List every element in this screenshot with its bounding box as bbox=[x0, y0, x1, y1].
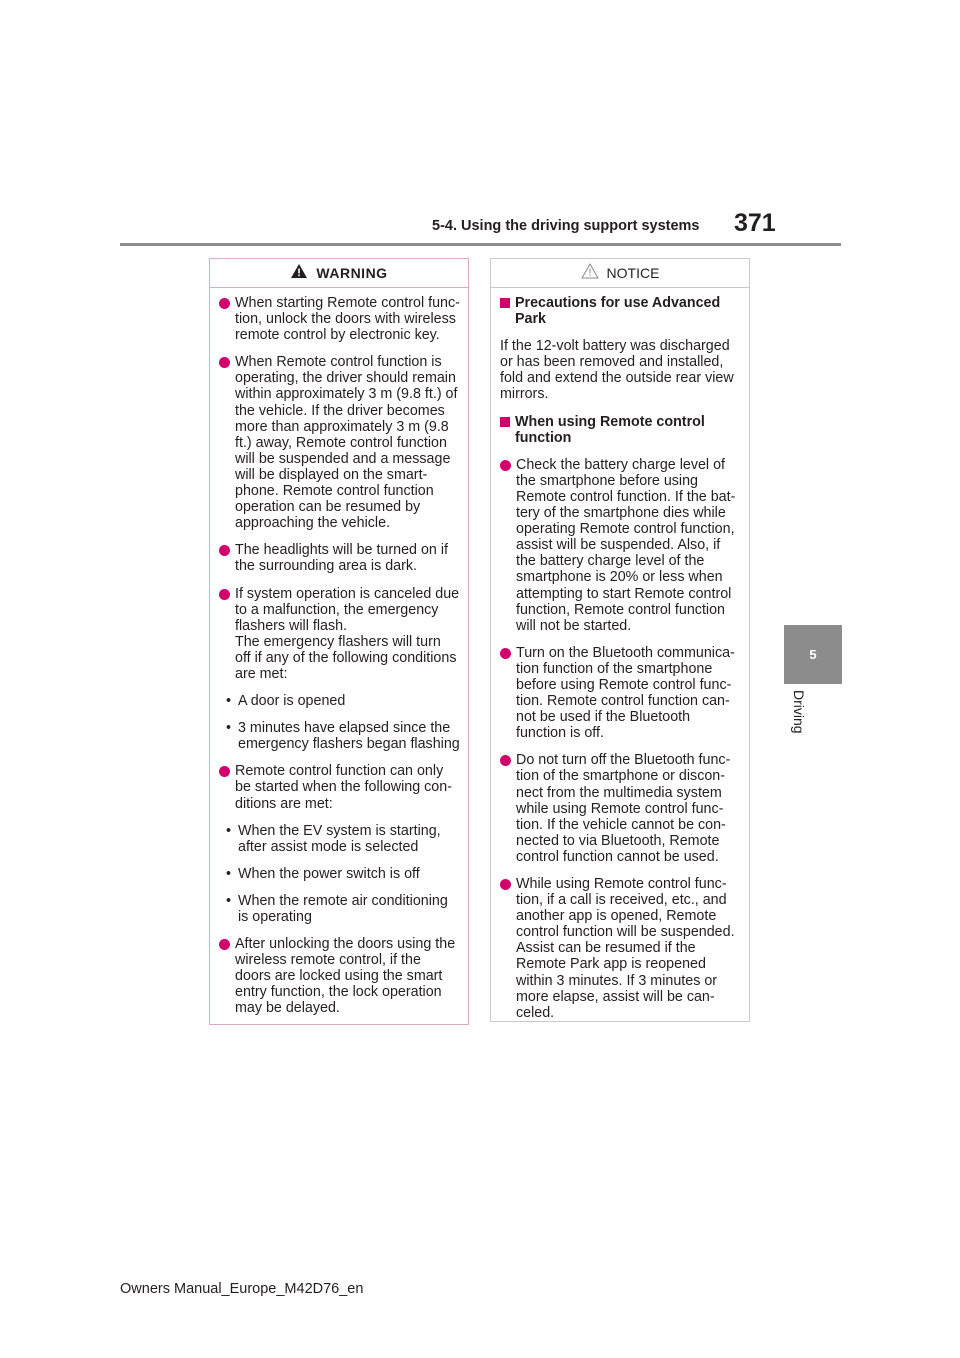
notice-header bbox=[491, 259, 749, 288]
page-number: 371 bbox=[734, 209, 776, 237]
bullet-item bbox=[219, 763, 460, 811]
paragraph: If the 12-volt battery was discharged or has been removed and installed, fold and extend the outside rear view mirrors. bbox=[500, 338, 734, 403]
square-bullet-icon bbox=[500, 298, 510, 308]
chapter-label: Driving bbox=[791, 690, 807, 734]
bullet-text-wrap bbox=[235, 354, 460, 531]
section-title: 5-4. Using the driving support systems bbox=[432, 218, 700, 234]
bullet-text-wrap bbox=[516, 457, 741, 634]
bullet-text: When Remote control function is operating, the driver should remain within approximately 3 m (9.8 ft.) of the vehicle. If the driver becomes more than approximately 3 m (9.8 ft.) away, Remote control function will be suspended and a message will be displayed on the smart-phone. Remote control function operation can be resumed by approaching the vehicle. bbox=[235, 354, 458, 532]
section-heading bbox=[500, 414, 741, 446]
sub-item-text: When the power switch is off bbox=[238, 865, 420, 882]
section-heading-text: Precautions for use Advanced Park bbox=[515, 295, 721, 328]
bullet-continuation: The emergency flashers will turn off if any of the following conditions are met: bbox=[235, 633, 457, 682]
bullet-text-wrap bbox=[235, 542, 460, 574]
bullet-item bbox=[219, 586, 460, 683]
bullet-text: After unlocking the doors using the wireless remote control, if the doors are locked using the smart entry function, the lock operation may be delayed. bbox=[235, 936, 456, 1017]
sub-list-item bbox=[219, 693, 460, 709]
sub-bullet-icon: • bbox=[225, 865, 231, 882]
bullet-item bbox=[500, 752, 741, 865]
bullet-dot-icon bbox=[219, 545, 230, 556]
notice-box bbox=[490, 258, 750, 1022]
bullet-text-wrap bbox=[235, 586, 460, 683]
sub-list-item bbox=[219, 893, 460, 925]
bullet-dot-icon bbox=[219, 589, 230, 600]
sub-item-text: 3 minutes have elapsed since the emergency flashers began flashing bbox=[238, 720, 460, 753]
section-heading bbox=[500, 295, 741, 327]
sub-bullet-icon: • bbox=[225, 822, 231, 839]
bullet-text: Remote control function can only be started when the following con-ditions are met: bbox=[235, 763, 452, 812]
bullet-text: Check the battery charge level of the smartphone before using Remote control function. If the bat-tery of the smartphone dies while operating Remote control function, assist will be suspended. Also, if the battery charge level of the smartphone is 20% or less when attempting to start Remote control function, Remote control function will not be started. bbox=[516, 456, 736, 634]
sub-bullet-icon: • bbox=[225, 720, 231, 737]
bullet-text: If system operation is canceled due to a malfunction, the emergency flashers will flash. bbox=[235, 585, 460, 634]
bullet-dot-icon bbox=[500, 460, 511, 471]
bullet-item bbox=[219, 295, 460, 343]
sub-item-text: A door is opened bbox=[238, 693, 346, 710]
bullet-text: Turn on the Bluetooth communica-tion function of the smartphone before using Remote control func-tion. Remote control function can-not be used if the Bluetooth function is off. bbox=[516, 644, 735, 742]
bullet-dot-icon bbox=[219, 298, 230, 309]
bullet-text: When starting Remote control func-tion, unlock the doors with wireless remote control by electronic key. bbox=[235, 295, 460, 344]
bullet-item bbox=[500, 457, 741, 634]
bullet-text: Do not turn off the Bluetooth func-tion of the smartphone or discon-nect from the multimedia system while using Remote control func-tion. If the vehicle cannot be con-nected to via Bluetooth, Remote control function cannot be used. bbox=[516, 752, 731, 865]
bullet-item bbox=[219, 936, 460, 1016]
bullet-dot-icon bbox=[219, 357, 230, 368]
section-heading-text: When using Remote control function bbox=[515, 413, 705, 446]
bullet-text-wrap bbox=[516, 645, 741, 742]
square-bullet-icon bbox=[500, 417, 510, 427]
notice-triangle-icon bbox=[581, 263, 599, 282]
warning-header bbox=[210, 259, 468, 288]
sub-bullet-icon: • bbox=[225, 892, 231, 909]
bullet-dot-icon bbox=[500, 879, 511, 890]
bullet-text-wrap bbox=[516, 876, 741, 1021]
bullet-text-wrap bbox=[516, 752, 741, 865]
header-rule bbox=[120, 243, 841, 246]
bullet-item bbox=[500, 645, 741, 742]
bullet-text: While using Remote control func-tion, if a call is received, etc., and another app is opened, Remote control function will be suspended. Assist can be resumed if the Remote Park app is reopened within 3 minutes. If 3 minutes or more elapse, assist will be can-celed. bbox=[516, 876, 735, 1021]
bullet-text-wrap bbox=[235, 936, 460, 1016]
sub-item-text: When the remote air conditioning is operating bbox=[238, 892, 448, 925]
bullet-dot-icon bbox=[500, 755, 511, 766]
warning-triangle-icon bbox=[290, 263, 308, 282]
bullet-text-wrap bbox=[235, 763, 460, 811]
bullet-dot-icon bbox=[500, 648, 511, 659]
sub-list-item bbox=[219, 720, 460, 752]
bullet-dot-icon bbox=[219, 766, 230, 777]
sub-list-item bbox=[219, 866, 460, 882]
bullet-text: The headlights will be turned on if the surrounding area is dark. bbox=[235, 542, 448, 575]
warning-box bbox=[209, 258, 469, 1025]
notice-body bbox=[491, 288, 749, 1021]
sub-bullet-icon: • bbox=[225, 693, 231, 710]
bullet-item bbox=[500, 876, 741, 1021]
bullet-dot-icon bbox=[219, 939, 230, 950]
bullet-item bbox=[219, 354, 460, 531]
footer-text: Owners Manual_Europe_M42D76_en bbox=[120, 1281, 364, 1297]
sub-item-text: When the EV system is starting, after assist mode is selected bbox=[238, 822, 441, 855]
bullet-item bbox=[219, 542, 460, 574]
chapter-number: 5 bbox=[809, 647, 817, 662]
chapter-tab bbox=[784, 625, 842, 684]
warning-body bbox=[210, 288, 468, 1017]
bullet-text-wrap bbox=[235, 295, 460, 343]
warning-title: WARNING bbox=[316, 264, 388, 281]
sub-list-item bbox=[219, 823, 460, 855]
notice-title: NOTICE bbox=[606, 264, 660, 281]
